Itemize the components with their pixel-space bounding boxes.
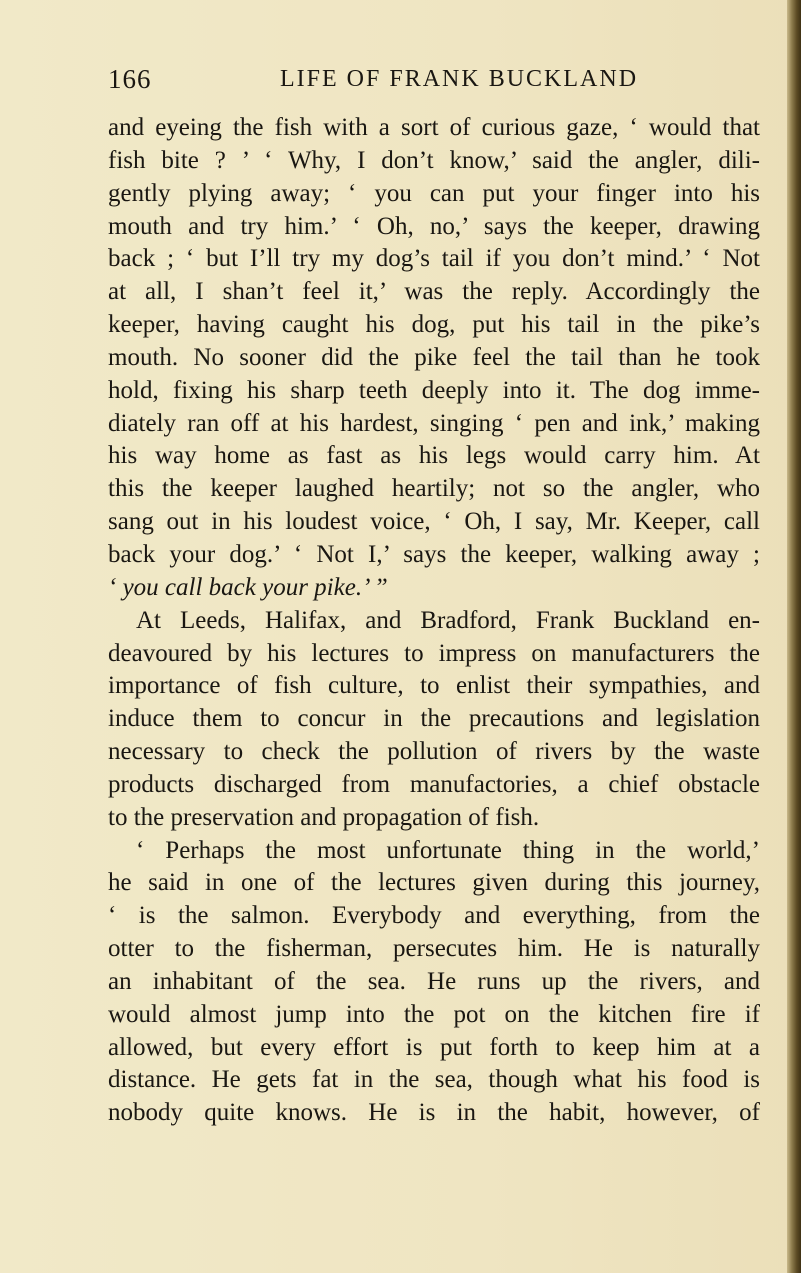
text-line: ‘ Perhaps the most unfortunate thing in the world,’ xyxy=(136,836,760,864)
text-line: sang out in his loudest voice, ‘ Oh, I say, Mr. Keeper, call xyxy=(108,508,760,536)
text-line: otter to the fisherman, persecutes him. He is naturally xyxy=(108,935,760,963)
body-text xyxy=(108,112,760,1130)
text-line: would almost jump into the pot on the kitchen fire if xyxy=(108,1000,760,1028)
text-line: gently plying away; ‘ you can put your finger into his xyxy=(108,179,760,207)
text-line: deavoured by his lectures to impress on manufacturers the xyxy=(108,639,760,667)
text-line: and eyeing the fish with a sort of curious gaze, ‘ would that xyxy=(108,114,760,141)
text-line: hold, fixing his sharp teeth deeply into it. The dog imme- xyxy=(108,376,760,404)
text-line: nobody quite knows. He is in the habit, however, of xyxy=(108,1099,760,1127)
text-line: allowed, but every effort is put forth to keep him at a xyxy=(108,1033,760,1061)
running-title: LIFE OF FRANK BUCKLAND xyxy=(280,66,639,92)
text-line: back your dog.’ ‘ Not I,’ says the keeper, walking away ; xyxy=(108,540,760,568)
text-line: at all, I shan’t feel it,’ was the reply. Accordingly the xyxy=(108,278,760,306)
text-line: to the preservation and propagation of fish. xyxy=(108,803,540,831)
text-line: keeper, having caught his dog, put his tail in the pike’s xyxy=(108,311,760,339)
text-line: mouth. No sooner did the pike feel the tail than he took xyxy=(108,343,760,371)
text-line: his way home as fast as his legs would carry him. At xyxy=(108,442,760,470)
text-line: necessary to check the pollution of rivers by the waste xyxy=(108,738,760,766)
page-number: 166 xyxy=(108,64,152,94)
text-line: ‘ is the salmon. Everybody and everything, from the xyxy=(108,902,760,930)
text-line: back ; ‘ but I’ll try my dog’s tail if you don’t mind.’ ‘ Not xyxy=(108,245,760,273)
text-line: At Leeds, Halifax, and Bradford, Frank Buckland en- xyxy=(136,606,760,634)
text-line: products discharged from manufactories, a chief obstacle xyxy=(108,770,760,798)
text-line: an inhabitant of the sea. He runs up the rivers, and xyxy=(108,967,760,995)
text-line-italic: ‘ you call back your pike.’ ” xyxy=(108,573,388,601)
page-header xyxy=(100,64,760,98)
text-line: distance. He gets fat in the sea, though what his food is xyxy=(108,1066,760,1094)
text-line: induce them to concur in the precautions and legislation xyxy=(108,705,760,733)
text-line: fish bite ? ’ ‘ Why, I don’t know,’ said the angler, dili- xyxy=(108,146,760,174)
text-line: this the keeper laughed heartily; not so the angler, who xyxy=(108,475,760,503)
text-line: he said in one of the lectures given during this journey, xyxy=(108,869,760,897)
text-line: diately ran off at his hardest, singing ‘ pen and ink,’ making xyxy=(108,409,760,437)
text-line: importance of fish culture, to enlist their sympathies, and xyxy=(108,672,760,700)
page-edge xyxy=(787,0,801,1273)
text-line: mouth and try him.’ ‘ Oh, no,’ says the keeper, drawing xyxy=(108,212,760,240)
